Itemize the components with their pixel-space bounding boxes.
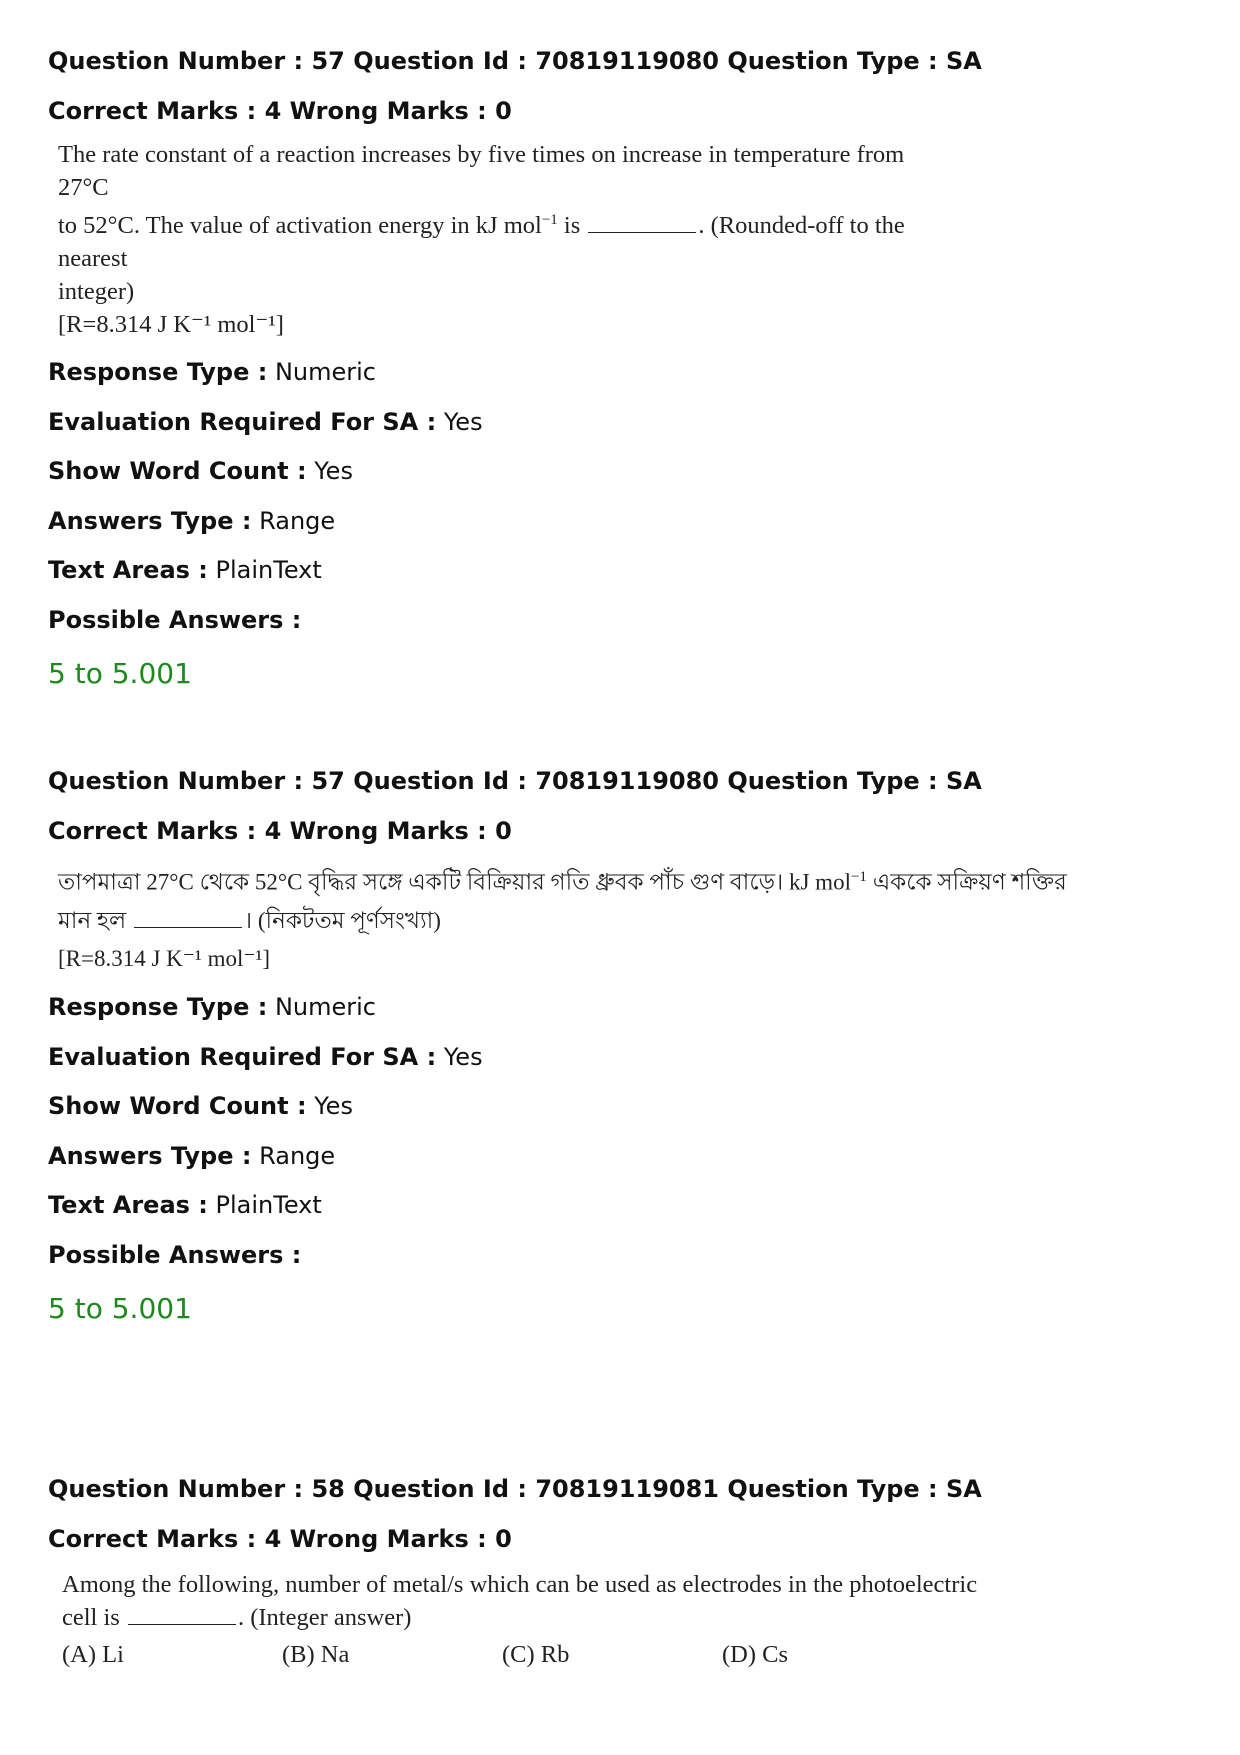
question-text-line: মান হল । (নিকটতম পূর্ণসংখ্যা) xyxy=(58,907,441,933)
question-block-2 xyxy=(48,766,1198,1326)
evaluation-required: Evaluation Required For SA : Yes xyxy=(48,1042,483,1071)
question-text-line: The rate constant of a reaction increases by five times on increase in temperature from 27°C xyxy=(58,141,905,201)
answer-blank xyxy=(134,907,242,928)
question-meta xyxy=(48,992,1198,1326)
possible-answer: 5 to 5.001 xyxy=(48,657,192,691)
question-text-line: integer) xyxy=(58,278,135,306)
question-text-line: to 52°C. The value of activation energy in kJ mol$^{-1}$ is . (Rounded-off to the nearest xyxy=(58,212,905,273)
gas-constant: [R=8.314 J K⁻¹ mol⁻¹] xyxy=(58,945,271,971)
text-areas: Text Areas : PlainText xyxy=(48,556,322,585)
question-header: Question Number : 57 Question Id : 70819119080 Question Type : SA xyxy=(48,47,982,75)
question-text xyxy=(58,138,958,341)
text-areas: Text Areas : PlainText xyxy=(48,1190,322,1219)
gas-constant: [R=8.314 J K⁻¹ mol⁻¹] xyxy=(58,311,284,339)
question-marks: Correct Marks : 4 Wrong Marks : 0 xyxy=(48,817,512,845)
response-type: Response Type : Numeric xyxy=(48,358,376,387)
possible-answers-label: Possible Answers : xyxy=(48,606,302,635)
answers-type: Answers Type : Range xyxy=(48,1141,336,1170)
option-c: (C) Rb xyxy=(502,1641,570,1668)
response-type: Response Type : Numeric xyxy=(48,992,376,1021)
question-block-3 xyxy=(48,1474,1198,1671)
question-header: Question Number : 57 Question Id : 70819119080 Question Type : SA xyxy=(48,767,982,795)
options-row xyxy=(62,1638,962,1671)
question-text-line: cell is . (Integer answer) xyxy=(62,1604,412,1631)
question-text-line: Among the following, number of metal/s which can be used as electrodes in the photoelectric xyxy=(62,1571,978,1598)
possible-answers-label: Possible Answers : xyxy=(48,1240,302,1269)
question-block-1 xyxy=(48,46,1198,691)
evaluation-required: Evaluation Required For SA : Yes xyxy=(48,408,483,437)
answer-blank xyxy=(588,212,696,233)
question-text xyxy=(62,1568,978,1671)
option-d: (D) Cs xyxy=(722,1641,789,1668)
question-header: Question Number : 58 Question Id : 70819119081 Question Type : SA xyxy=(48,1475,982,1503)
question-marks: Correct Marks : 4 Wrong Marks : 0 xyxy=(48,97,512,125)
question-meta xyxy=(48,357,1198,691)
question-marks: Correct Marks : 4 Wrong Marks : 0 xyxy=(48,1525,512,1553)
option-a: (A) Li xyxy=(62,1641,124,1668)
answer-blank xyxy=(128,1604,236,1625)
question-text-line: তাপমাত্রা 27°C থেকে 52°C বৃদ্ধির সঙ্গে একটি বিক্রিয়ার গতি ধ্রুবক পাঁচ গুণ বাড়ে। kJ mol$^{-1}$ এককে সক্রিয়ণ শক্তির xyxy=(58,869,1067,895)
question-text xyxy=(58,858,1067,978)
show-word-count: Show Word Count : Yes xyxy=(48,457,353,486)
possible-answer: 5 to 5.001 xyxy=(48,1291,192,1325)
show-word-count: Show Word Count : Yes xyxy=(48,1091,353,1120)
option-b: (B) Na xyxy=(282,1641,350,1668)
answers-type: Answers Type : Range xyxy=(48,507,336,536)
